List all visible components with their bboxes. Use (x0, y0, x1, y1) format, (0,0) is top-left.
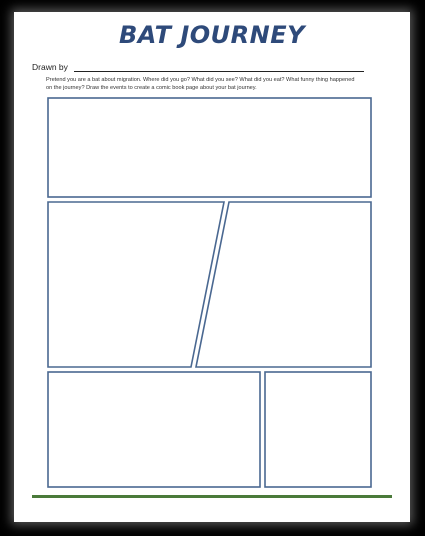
worksheet-title: BAT JOURNEY (119, 21, 305, 49)
comic-panel-5 (265, 372, 371, 487)
footer-bar (32, 495, 392, 498)
comic-panel-1 (48, 98, 371, 197)
comic-panels (14, 12, 410, 522)
comic-panel-3 (196, 202, 371, 367)
drawn-by-label: Drawn by (32, 62, 68, 72)
comic-panel-2 (48, 202, 224, 367)
instructions-text: Pretend you are a bat about migration. Where did you go? What did you see? What did you eat? What funny thing happened on the journey? Draw the events to create a comic book page about your bat journey. (46, 77, 355, 91)
comic-panel-4 (48, 372, 260, 487)
worksheet-page (14, 12, 410, 522)
